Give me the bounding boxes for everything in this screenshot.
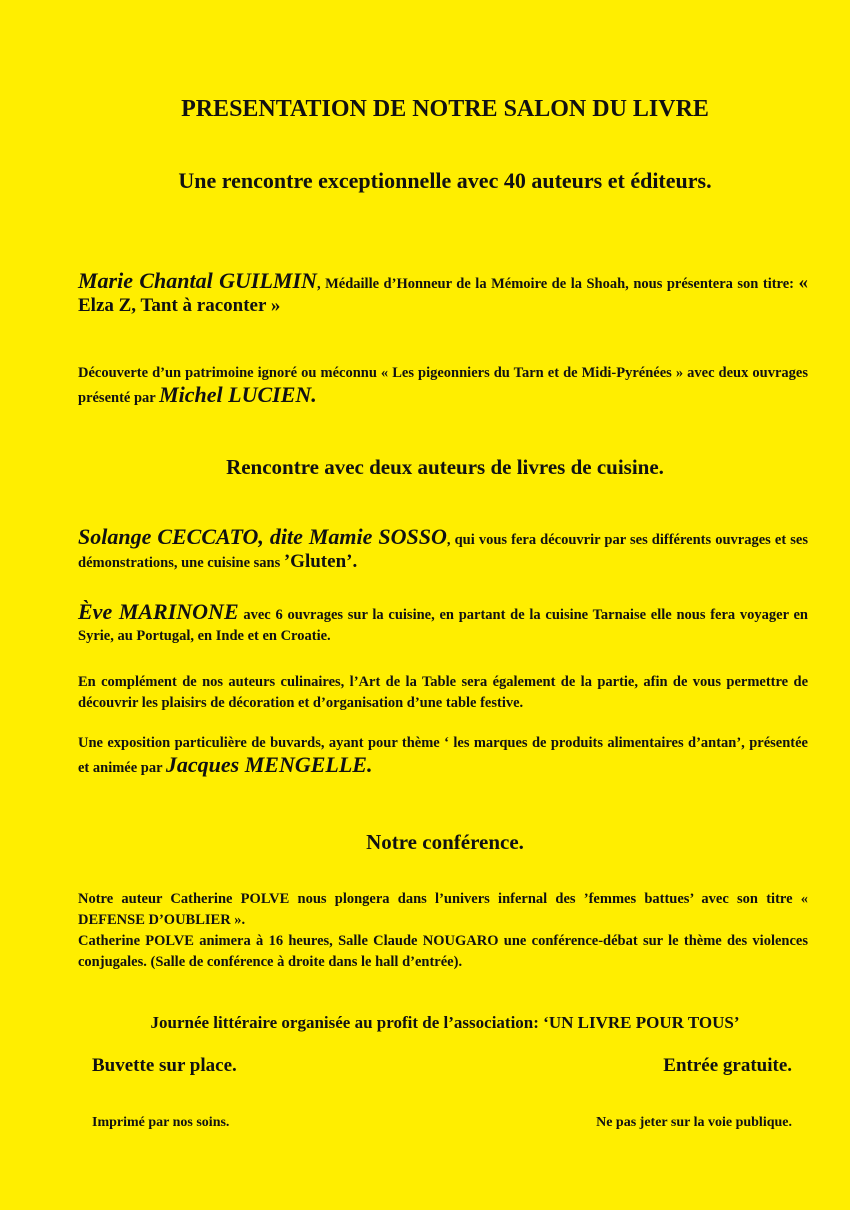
marinone-text: avec 6 ouvrages sur la cuisine, en partant de la cuisine Tarnaise elle nous fera voyager en Syrie, au Portugal, en Inde et en Croatie. (78, 607, 808, 644)
info-row (92, 1055, 792, 1077)
paragraph-conference (78, 889, 808, 973)
buvette-text: Buvette sur place. (92, 1055, 237, 1076)
author-marinone: Ève MARINONE (78, 599, 239, 624)
author-guilmin: Marie Chantal GUILMIN (78, 268, 317, 293)
paragraph-guilmin (78, 270, 808, 318)
paragraph-lucien (78, 363, 808, 409)
guilmin-text: , Médaille d’Honneur de la Mémoire de la Shoah, nous présentera son titre: (316, 276, 799, 292)
conference-line-2: Catherine POLVE animera à 16 heures, Salle Claude NOUGARO une conférence-débat sur le thème des violences conjugales. (Salle de conférence à droite dans le hall d’entrée). (78, 933, 808, 970)
journee-line: Journée littéraire organisée au profit de l’association: ‘UN LIVRE POUR TOUS’ (150, 1013, 740, 1032)
gluten-word: ’Gluten’. (283, 551, 358, 572)
author-lucien: Michel LUCIEN. (159, 382, 317, 407)
page-title: PRESENTATION DE NOTRE SALON DU LIVRE (181, 96, 709, 122)
paragraph-art-table: En complément de nos auteurs culinaires, l’Art de la Table sera également de la partie, afin de vous permettre de découvrir les plaisirs de décoration et d’organisation d’une table festive. (78, 674, 808, 711)
footer-row (92, 1115, 792, 1131)
jeter-text: Ne pas jeter sur la voie publique. (596, 1115, 792, 1130)
imprime-text: Imprimé par nos soins. (92, 1115, 230, 1130)
mengelle-text: Une exposition particulière de buvards, ayant pour thème ‘ les marques de produits alimentaires d’antan’, présentée et animée par (78, 735, 808, 776)
conference-heading: Notre conférence. (366, 830, 524, 854)
lucien-text: Découverte d’un patrimoine ignoré ou méconnu « Les pigeonniers du Tarn et de Midi-Pyrénées » avec deux ouvrages présenté par (78, 365, 808, 406)
paragraph-ceccato (78, 526, 808, 574)
author-ceccato: Solange CECCATO, dite Mamie SOSSO (78, 524, 447, 549)
paragraph-marinone (78, 601, 808, 647)
cuisine-heading: Rencontre avec deux auteurs de livres de cuisine. (226, 455, 664, 479)
paragraph-mengelle (78, 733, 808, 779)
author-mengelle: Jacques MENGELLE. (165, 752, 373, 777)
page-subtitle: Une rencontre exceptionnelle avec 40 auteurs et éditeurs. (178, 168, 712, 193)
ceccato-text: , qui vous fera découvrir par ses différents ouvrages et ses démonstrations, une cuisine sans (78, 532, 808, 571)
entree-text: Entrée gratuite. (663, 1055, 792, 1076)
book-title-elza: « Elza Z, Tant à raconter » (78, 272, 809, 316)
conference-line-1: Notre auteur Catherine POLVE nous plongera dans l’univers infernal des ’femmes battues’ avec son titre « DEFENSE D’OUBLIER ». (78, 891, 808, 928)
